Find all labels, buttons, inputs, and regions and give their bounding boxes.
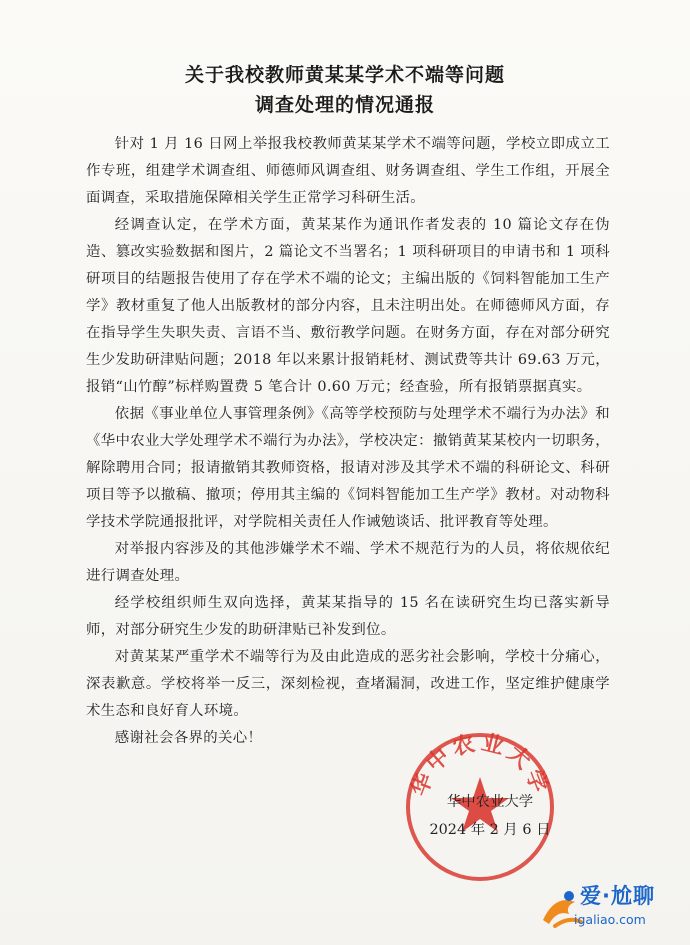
paragraph: 经学校组织师生双向选择，黄某某指导的 15 名在读研究生均已落实新导师，对部分研究生少发的助研津贴已补发到位。 [86, 595, 610, 638]
document-body [86, 131, 610, 752]
document-title-line-1: 关于我校教师黄某某学术不端等问题 [184, 64, 505, 86]
paragraph: 针对 1 月 16 日网上举报我校教师黄某某学术不端等问题，学校立即成立工作专班，组建学术调查组、师德师风调查组、财务调查组、学生工作组，开展全面调查，采取措施保障相关学生正常学习科研生活。 [86, 136, 610, 206]
document-title-line-2: 调查处理的情况通报 [254, 94, 435, 116]
signature-date: 2024 年 2 月 6 日 [429, 822, 551, 838]
signature-organization: 华中农业大学 [446, 794, 534, 810]
watermark-brand: 爱·尬聊 [580, 884, 655, 908]
paragraph: 感谢社会各界的关心！ [114, 730, 263, 746]
paragraph: 经调查认定，在学术方面，黄某某作为通讯作者发表的 10 篇论文存在伪造、篡改实验数据和图片，2 篇论文不当署名；1 项科研项目的申请书和 1 项科研项目的结题报告使用了存在学术不端的论文；主编出版的《饲料智能加工生产学》教材重复了他人出版教材的部分内容，且未注明出处。在师德师风方面，存在指导学生失职失责、言语不当、敷衍教学问题。在财务方面，存在对部分研究生少发助研津贴问题；2018 年以来累计报销耗材、测试费等共计 69.63 万元，报销“山竹醇”标样购置费 5 笔合计 0.60 万元；经查验，所有报销票据真实。 [86, 217, 610, 395]
paragraph: 依据《事业单位人事管理条例》《高等学校预防与处理学术不端行为办法》和《华中农业大学处理学术不端行为办法》，学校决定：撤销黄某某校内一切职务，解除聘用合同；报请撤销其教师资格，报请对涉及其学术不端的科研论文、科研项目等予以撤稿、撤项；停用其主编的《饲料智能加工生产学》教材。对动物科学技术学院通报批评，对学院相关责任人作诫勉谈话、批评教育等处理。 [86, 406, 610, 530]
paragraph: 对黄某某严重学术不端等行为及由此造成的恶劣社会影响，学校十分痛心，深表歉意。学校将举一反三，深刻检视，查堵漏洞，改进工作，坚定维护健康学术生态和良好育人环境。 [86, 649, 610, 719]
paragraph: 对举报内容涉及的其他涉嫌学术不端、学术不规范行为的人员，将依规依纪进行调查处理。 [86, 541, 610, 584]
watermark-url: igaliao.com [574, 912, 646, 927]
svg-text:华中农业大学: 华中农业大学 [407, 730, 553, 800]
